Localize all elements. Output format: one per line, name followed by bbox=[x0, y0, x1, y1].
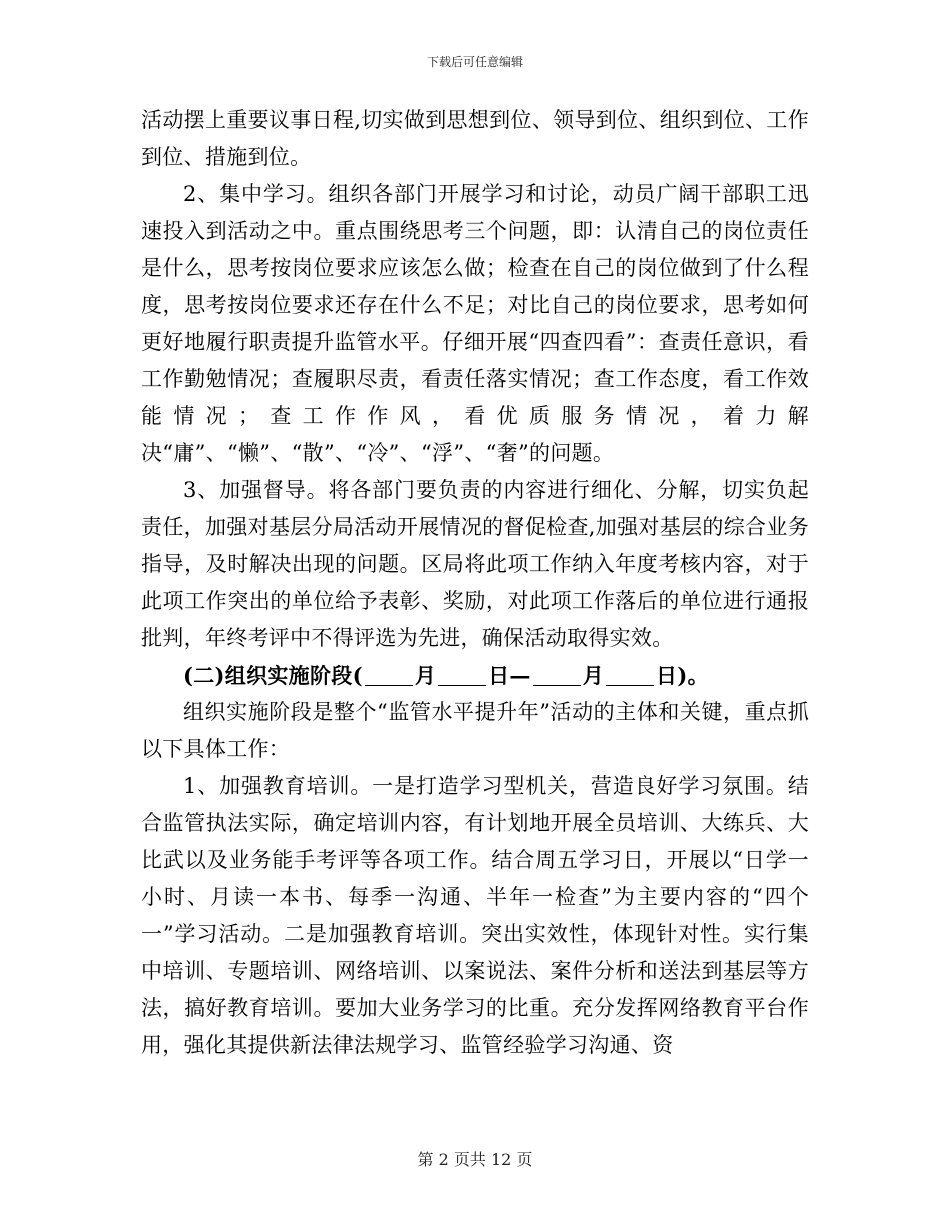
page-footer: 第 2 页共 12 页 bbox=[417, 1150, 533, 1169]
blank-line bbox=[533, 665, 581, 686]
section-heading-month2: 月 bbox=[582, 663, 605, 688]
document-body bbox=[141, 102, 809, 1064]
section-heading bbox=[141, 657, 809, 694]
blank-line bbox=[438, 665, 486, 686]
section-heading-prefix: (二)组织实施阶段( bbox=[183, 663, 363, 688]
paragraph-continuation: 活动摆上重要议事日程,切实做到思想到位、领导到位、组织到位、工作到位、措施到位。 bbox=[141, 108, 809, 169]
section-heading-month1: 月 bbox=[414, 663, 437, 688]
section-heading-day1: 日— bbox=[488, 663, 531, 688]
paragraph-education-training: 1、加强教育培训。一是打造学习型机关，营造良好学习氛围。结合监管执法实际，确定培训内容，有计划地开展全员培训、大练兵、大比武以及业务能手考评等各项工作。结合周五学习日，开展以“日学一小时、月读一本书、每季一沟通、半年一检查”为主要内容的“四个一”学习活动。二是加强教育培训。突出实效性，体现针对性。实行集中培训、专题培训、网络培训、以案说法、案件分析和送法到基层等方法，搞好教育培训。要加大业务学习的比重。充分发挥网络教育平台作用，强化其提供新法律法规学习、监管经验学习沟通、资 bbox=[141, 774, 809, 1057]
paragraph-implementation-intro: 组织实施阶段是整个“监管水平提升年”活动的主体和关键，重点抓以下具体工作： bbox=[141, 700, 809, 761]
paragraph-centralized-study: 2、集中学习。组织各部门开展学习和讨论，动员广阔干部职工迅速投入到活动之中。重点围绕思考三个问题，即：认清自己的岗位责任是什么，思考按岗位要求应该怎么做；检查在自己的岗位做到了什么程度，思考按岗位要求还存在什么不足；对比自己的岗位要求，思考如何更好地履行职责提升监管水平。仔细开展“四查四看”：查责任意识，看工作勤勉情况；查履职尽责，看责任落实情况；查工作态度，看工作效能情况；查工作作风，看优质服务情况，着力解决“庸”、“懒”、“散”、“冷”、“浮”、“奢”的问题。 bbox=[141, 182, 809, 465]
blank-line bbox=[606, 665, 654, 686]
section-heading-day2: 日)。 bbox=[656, 663, 709, 688]
paragraph-supervision: 3、加强督导。将各部门要负责的内容进行细化、分解，切实负起责任，加强对基层分局活动开展情况的督促检查,加强对基层的综合业务指导，及时解决出现的问题。区局将此项工作纳入年度考核内容，对于此项工作突出的单位给予表彰、奖励，对此项工作落后的单位进行通报批判，年终考评中不得评选为先进，确保活动取得实效。 bbox=[141, 478, 809, 650]
page-header: 下载后可任意编辑 bbox=[426, 55, 523, 69]
blank-line bbox=[365, 665, 413, 686]
